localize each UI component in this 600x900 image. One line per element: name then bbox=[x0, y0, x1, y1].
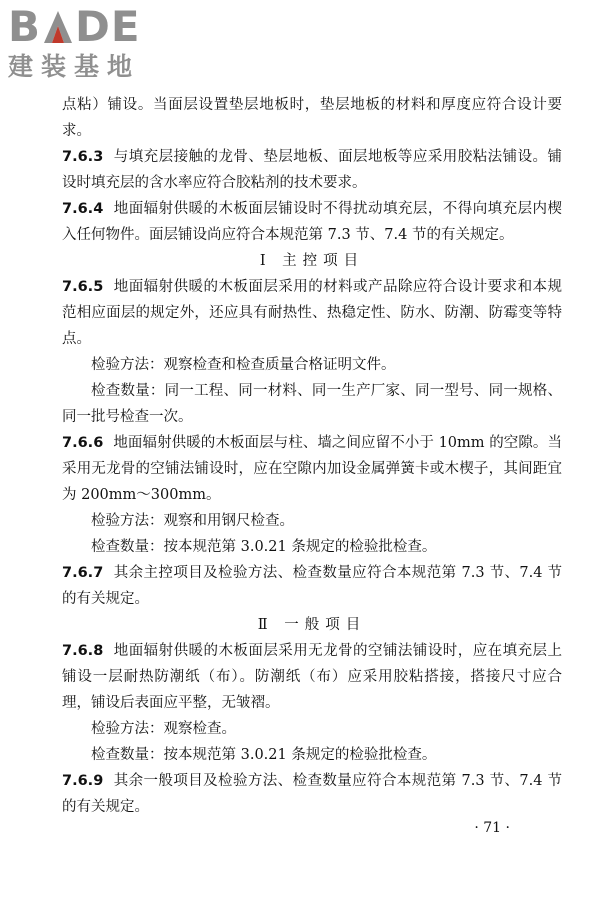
clause-7-6-9 bbox=[62, 768, 562, 820]
clause-text: 地面辐射供暖的木板面层采用的材料或产品除应符合设计要求和本规范相应面层的规定外，还应具有耐热性、热稳定性、防水、防潮、防霉变等特点。 bbox=[62, 279, 562, 347]
logo-letters-de: DE bbox=[75, 2, 141, 51]
clause-7-6-5 bbox=[62, 274, 562, 352]
clause-7-6-7 bbox=[62, 560, 562, 612]
section-heading-main-control: Ⅰ 主控项目 bbox=[259, 253, 365, 269]
clause-number: 7.6.4 bbox=[62, 201, 104, 217]
logo-letter-b: B bbox=[8, 2, 42, 51]
logo bbox=[8, 4, 183, 82]
clause-text: 地面辐射供暖的木板面层与柱、墙之间应留不小于 10mm 的空隙。当采用无龙骨的空铺法铺设时，应在空隙内加设金属弹簧卡或木楔子，其间距宜为 200mm～300mm。 bbox=[62, 435, 562, 503]
inspection-method: 检验方法：观察和用钢尺检查。 bbox=[91, 513, 294, 529]
clause-text: 其余主控项目及检验方法、检查数量应符合本规范第 7.3 节、7.4 节的有关规定。 bbox=[62, 565, 562, 607]
document-body bbox=[62, 92, 562, 820]
clause-text: 其余一般项目及检验方法、检查数量应符合本规范第 7.3 节、7.4 节的有关规定。 bbox=[62, 773, 562, 815]
clause-number: 7.6.3 bbox=[62, 149, 104, 165]
clause-7-6-3 bbox=[62, 144, 562, 196]
logo-wordmark bbox=[8, 4, 183, 50]
clause-text: 地面辐射供暖的木板面层采用无龙骨的空铺法铺设时，应在填充层上铺设一层耐热防潮纸（布）。防潮纸（布）应采用胶粘搭接，搭接尺寸应合理，铺设后表面应平整，无皱褶。 bbox=[62, 643, 562, 711]
inspection-quantity: 检查数量：按本规范第 3.0.21 条规定的检验批检查。 bbox=[91, 747, 437, 763]
inspection-method: 检验方法：观察检查和检查质量合格证明文件。 bbox=[91, 357, 396, 373]
clause-7-6-4 bbox=[62, 196, 562, 248]
clause-text: 与填充层接触的龙骨、垫层地板、面层地板等应采用胶粘法铺设。铺设时填充层的含水率应符合胶粘剂的技术要求。 bbox=[62, 149, 562, 191]
clause-number: 7.6.6 bbox=[62, 435, 104, 451]
inspection-quantity: 检查数量：同一工程、同一材料、同一生产厂家、同一型号、同一规格、同一批号检查一次。 bbox=[62, 383, 562, 425]
inspection-quantity: 检查数量：按本规范第 3.0.21 条规定的检验批检查。 bbox=[91, 539, 437, 555]
clause-number: 7.6.9 bbox=[62, 773, 104, 789]
page-number: · 71 · bbox=[474, 820, 510, 836]
clause-text: 地面辐射供暖的木板面层铺设时不得扰动填充层，不得向填充层内楔入任何物件。面层铺设尚应符合本规范第 7.3 节、7.4 节的有关规定。 bbox=[62, 201, 562, 243]
logo-subtitle: 建装基地 bbox=[8, 52, 141, 81]
clause-7-6-8 bbox=[62, 638, 562, 716]
paragraph-continued: 点粘）铺设。当面层设置垫层地板时，垫层地板的材料和厚度应符合设计要求。 bbox=[62, 97, 562, 139]
inspection-method: 检验方法：观察检查。 bbox=[91, 721, 236, 737]
section-heading-general: Ⅱ 一般项目 bbox=[257, 617, 367, 633]
clause-number: 7.6.7 bbox=[62, 565, 104, 581]
clause-7-6-6 bbox=[62, 430, 562, 508]
logo-a-icon bbox=[43, 10, 73, 44]
clause-number: 7.6.8 bbox=[62, 643, 104, 659]
clause-number: 7.6.5 bbox=[62, 279, 104, 295]
